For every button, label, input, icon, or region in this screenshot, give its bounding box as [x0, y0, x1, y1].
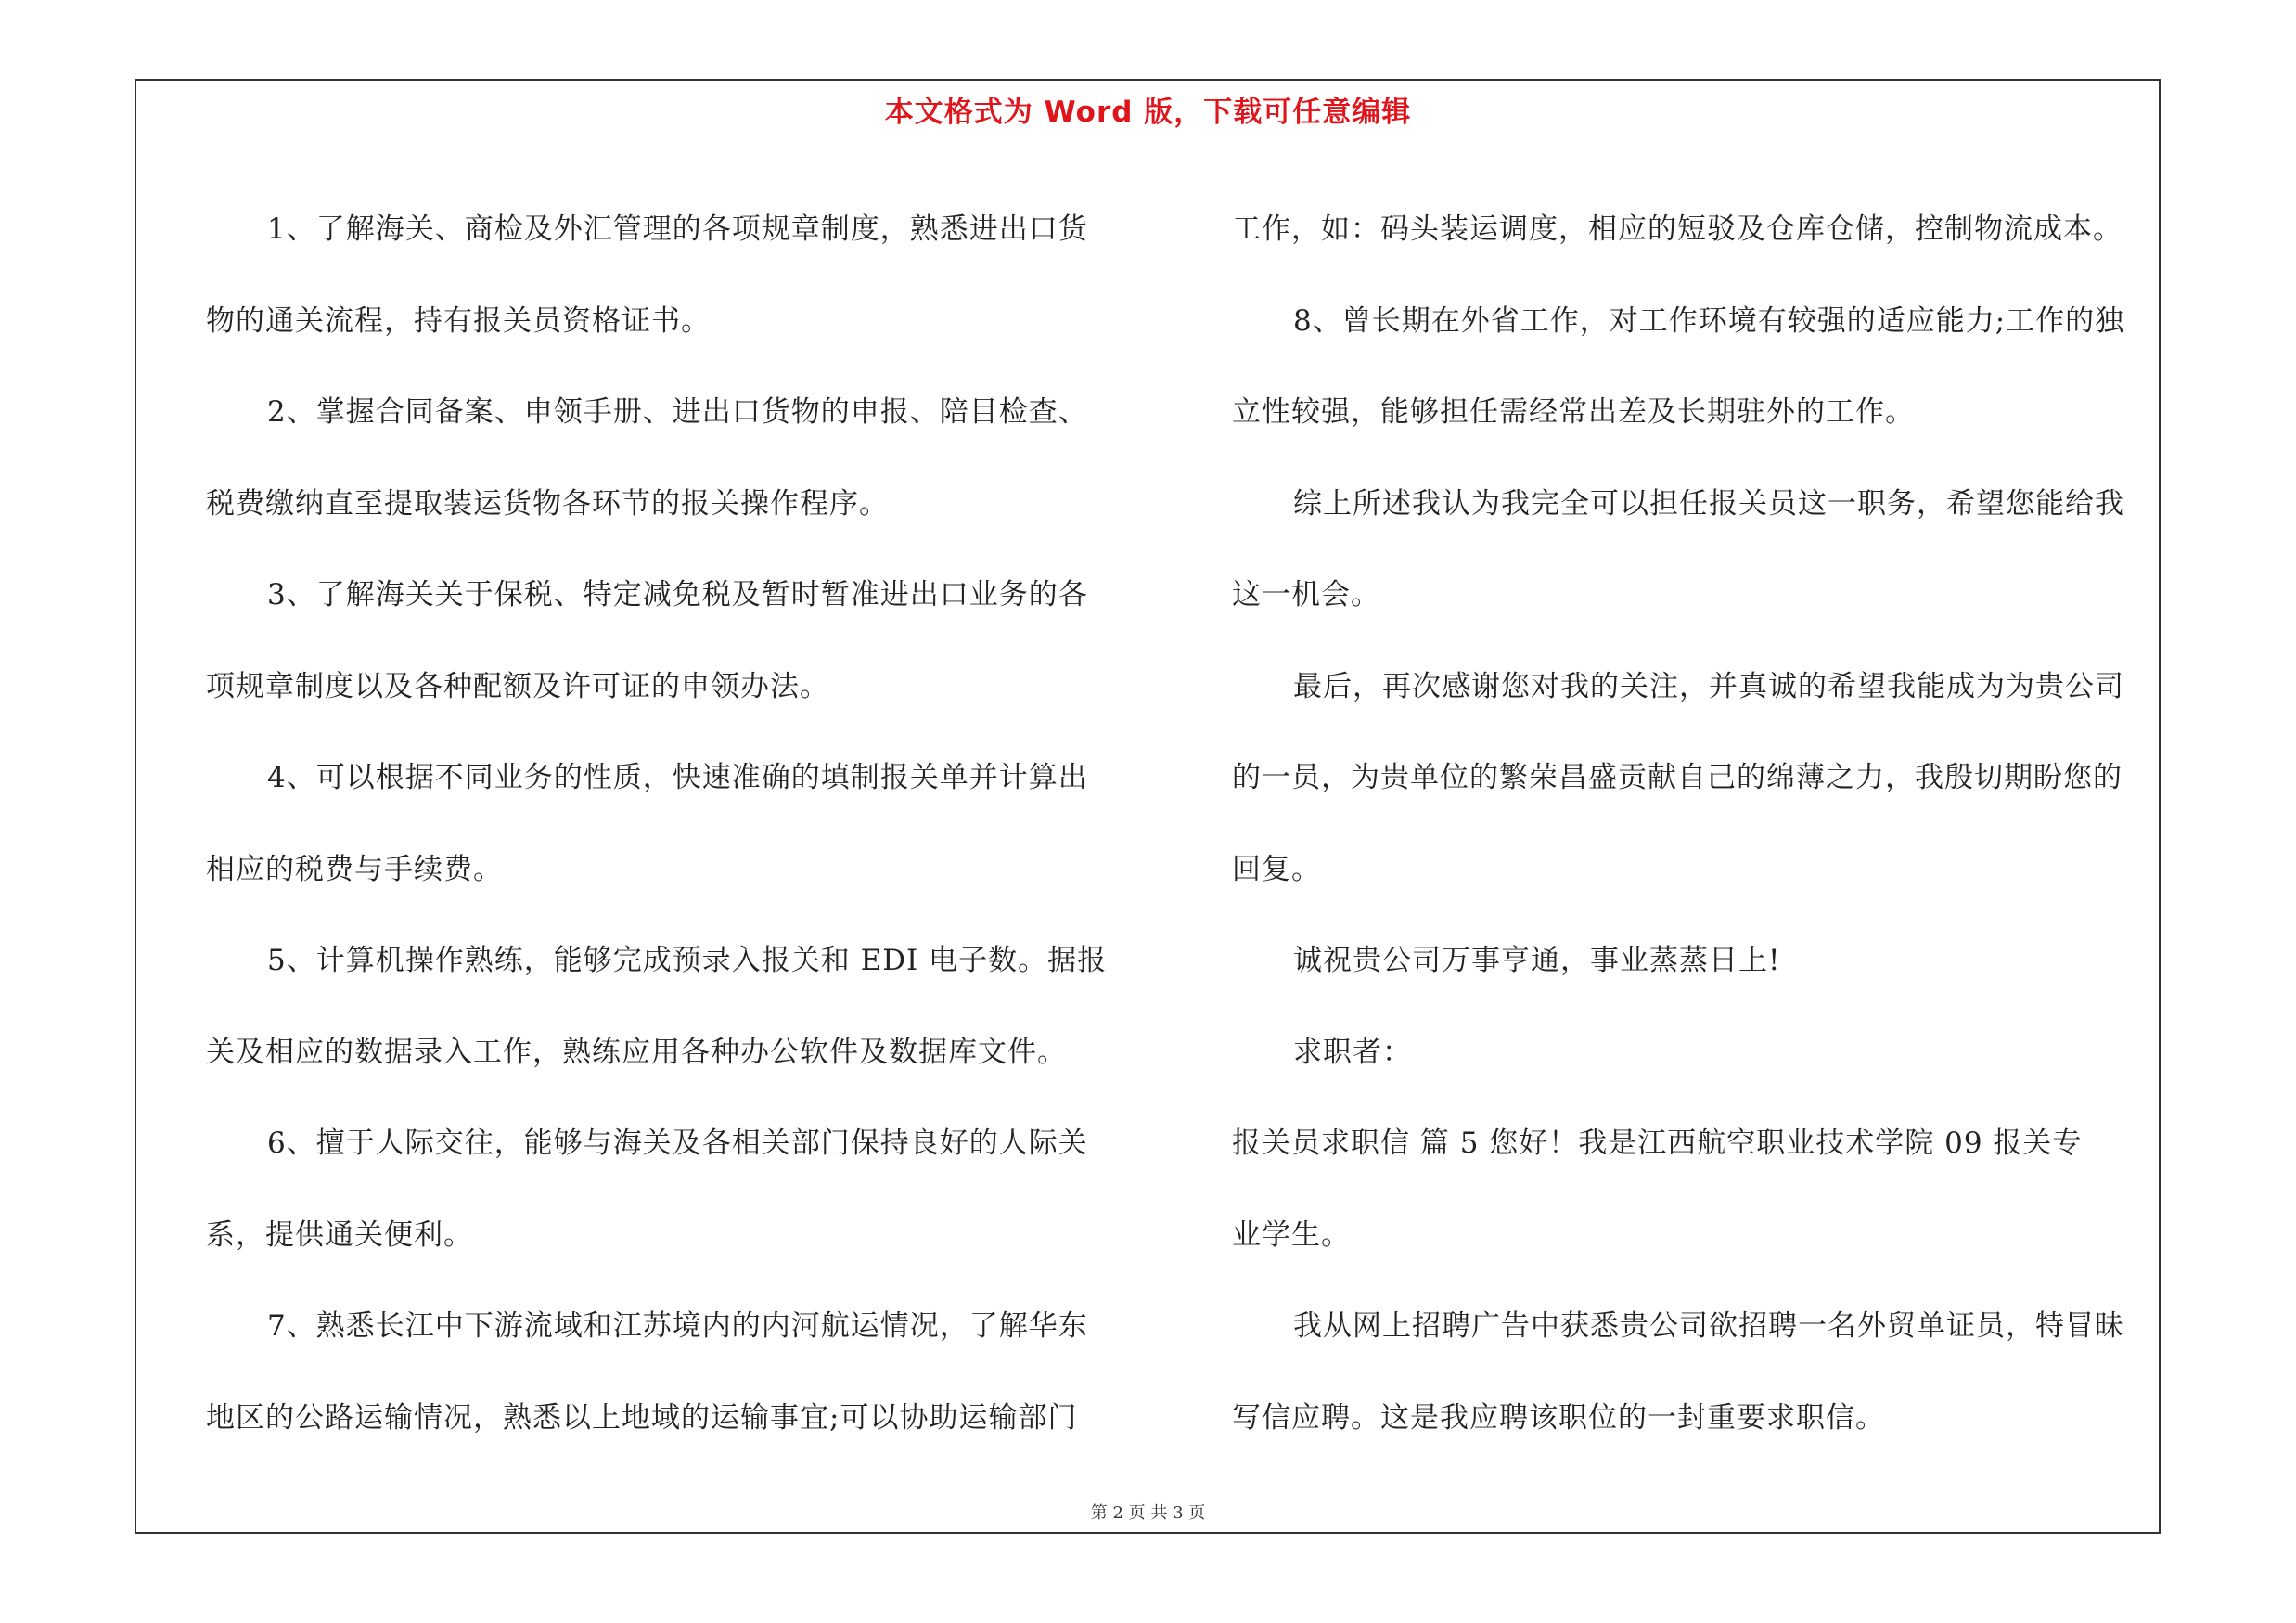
text-line: 报关员求职信 篇 5 您好！我是江西航空职业技术学院 09 报关专	[1232, 1127, 2083, 1160]
text-line: 物的通关流程，持有报关员资格证书。	[206, 303, 711, 338]
page-footer: 第 2 页 共 3 页	[1090, 1503, 1206, 1523]
text-line: 税费缴纳直至提取装运货物各环节的报关操作程序。	[206, 486, 889, 521]
text-line: 业学生。	[1232, 1217, 1351, 1252]
format-banner: 本文格式为 Word 版，下载可任意编辑	[884, 96, 1412, 129]
text-line: 5、计算机操作熟练，能够完成预录入报关和 EDI 电子数。据报	[267, 944, 1108, 977]
text-line: 地区的公路运输情况，熟悉以上地域的运输事宜;可以协助运输部门	[206, 1400, 1078, 1435]
text-line: 我从网上招聘广告中获悉贵公司欲招聘一名外贸单证员，特冒昧	[1293, 1309, 2124, 1343]
right-column	[1232, 184, 2164, 1463]
left-column	[206, 184, 1134, 1463]
text-line: 回复。	[1232, 852, 1321, 886]
text-line: 相应的税费与手续费。	[206, 852, 503, 886]
text-line: 项规章制度以及各种配额及许可证的申领办法。	[206, 669, 829, 703]
text-line: 求职者：	[1293, 1035, 1412, 1069]
text-line: 4、可以根据不同业务的性质，快速准确的填制报关单并计算出	[267, 761, 1088, 794]
text-line: 写信应聘。这是我应聘该职位的一封重要求职信。	[1232, 1400, 1885, 1435]
text-line: 1、了解海关、商检及外汇管理的各项规章制度，熟悉进出口货	[267, 213, 1088, 246]
text-line: 8、曾长期在外省工作，对工作环境有较强的适应能力;工作的独	[1293, 303, 2125, 338]
text-line: 综上所述我认为我完全可以担任报关员这一职务，希望您能给我	[1293, 486, 2124, 521]
text-line: 6、擅于人际交往，能够与海关及各相关部门保持良好的人际关	[267, 1127, 1088, 1160]
text-line: 系，提供通关便利。	[206, 1217, 473, 1252]
text-line: 工作，如：码头装运调度，相应的短驳及仓库仓储，控制物流成本。	[1232, 213, 2123, 246]
text-line: 2、掌握合同备案、申领手册、进出口货物的申报、陪目检查、	[267, 395, 1088, 429]
text-line: 关及相应的数据录入工作，熟练应用各种办公软件及数据库文件。	[206, 1035, 1067, 1069]
text-line: 这一机会。	[1232, 578, 1380, 612]
text-line: 的一员，为贵单位的繁荣昌盛贡献自己的绵薄之力，我殷切期盼您的	[1232, 761, 2123, 794]
text-line: 最后，再次感谢您对我的关注，并真诚的希望我能成为为贵公司	[1293, 669, 2124, 703]
text-line: 7、熟悉长江中下游流域和江苏境内的内河航运情况，了解华东	[267, 1309, 1088, 1343]
text-line: 3、了解海关关于保税、特定减免税及暂时暂准进出口业务的各	[267, 578, 1088, 612]
text-line: 立性较强，能够担任需经常出差及长期驻外的工作。	[1232, 395, 1915, 429]
text-line: 诚祝贵公司万事亨通，事业蒸蒸日上!	[1293, 944, 1781, 977]
